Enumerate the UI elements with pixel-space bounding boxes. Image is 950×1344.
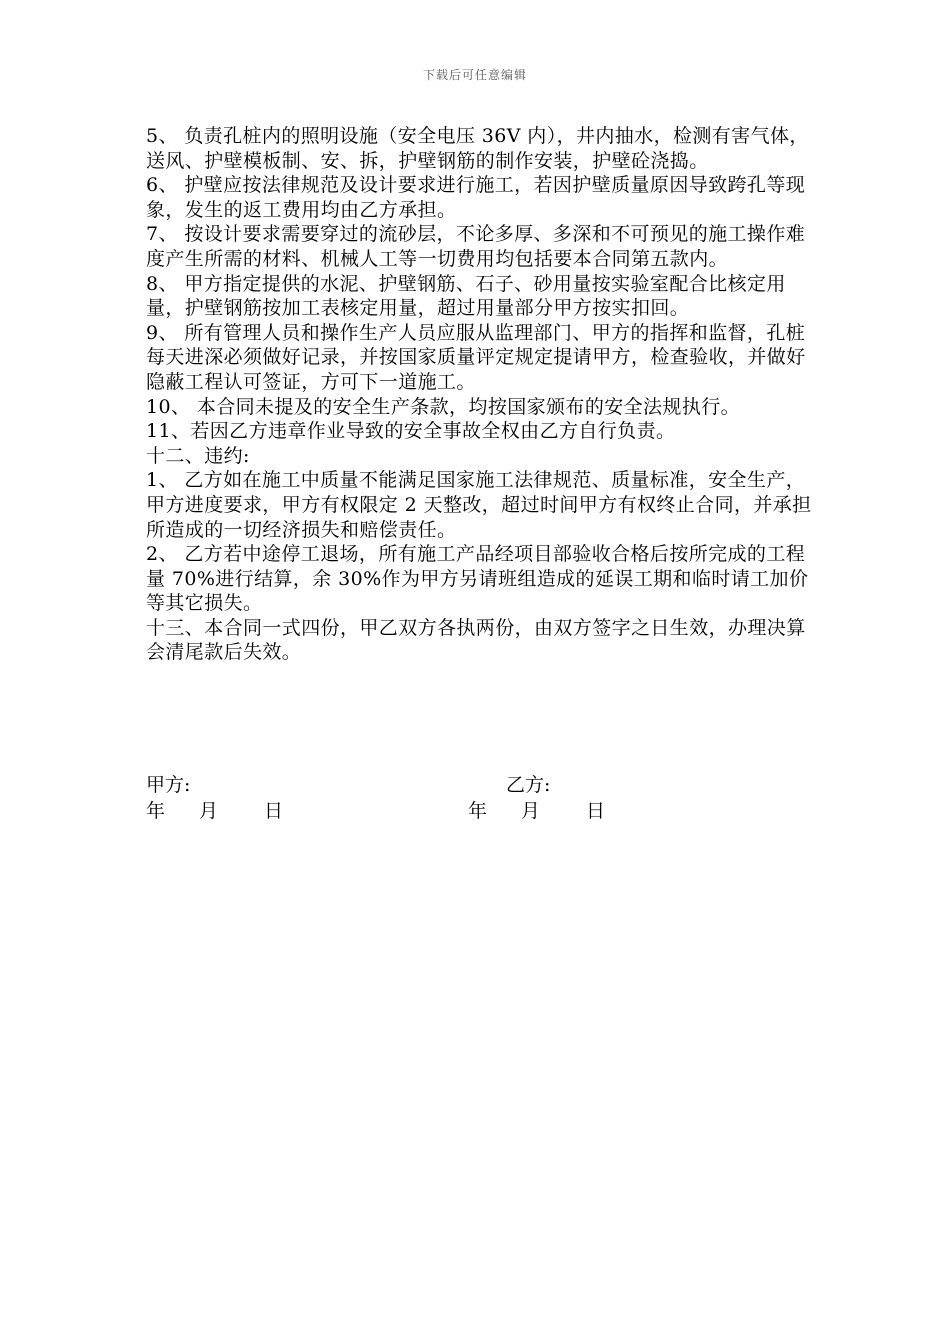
party-a-date-day: 日 [264,800,284,822]
clause-10: 10、 本合同未提及的安全生产条款，均按国家颁布的安全法规执行。 [146,395,741,418]
section-12-heading: 十二、违约: [146,444,250,467]
party-a-date-year: 年 [146,800,166,822]
party-a-date [146,798,283,824]
clause-6: 6、 护壁应按法律规范及设计要求进行施工，若因护壁质量原因导致跨孔等现象，发生的返工费用均由乙方承担。 [146,174,806,221]
clause-9: 9、 所有管理人员和操作生产人员应服从监理部门、甲方的指挥和监督，孔桩每天进深必须做好记录，并按国家质量评定规定提请甲方，检查验收，并做好隐蔽工程认可签证，方可下一道施工。 [146,321,806,393]
contract-body [146,124,818,665]
signature-block [146,772,818,824]
clause-5: 5、 负责孔桩内的照明设施（安全电压 36V 内），井内抽水，检测有害气体，送风、护壁模板制、安、拆，护壁钢筋的制作安装，护壁砼浇捣。 [146,125,809,172]
party-b-date-month: 月 [521,800,541,822]
section-13-clause: 十三、本合同一式四份，甲乙双方各执两份，由双方签字之日生效，办理决算会清尾款后失效。 [146,616,806,664]
signature-date-row [146,798,818,824]
breach-clause-2: 2、 乙方若中途停工退场，所有施工产品经项目部验收合格后按所完成的工程量 70%进行结算，余 30%作为甲方另请班组造成的延误工期和临时请工加价等其它损失。 [146,543,809,615]
page-header-note: 下载后可任意编辑 [422,68,527,82]
clause-8: 8、 甲方指定提供的水泥、护壁钢筋、石子、砂用量按实验室配合比核定用量，护壁钢筋按加工表核定用量，超过用量部分甲方按实扣回。 [146,272,786,320]
clause-7: 7、 按设计要求需要穿过的流砂层，不论多厚、多深和不可预见的施工操作难度产生所需的材料、机械人工等一切费用均包括要本合同第五款内。 [146,223,806,270]
party-b-date [468,798,605,824]
party-b-date-day: 日 [586,800,606,822]
party-b-date-year: 年 [468,800,488,822]
party-a-date-month: 月 [199,800,219,822]
party-b-label: 乙方: [506,774,551,796]
clause-11: 11、若因乙方违章作业导致的安全事故全权由乙方自行负责。 [146,420,676,443]
breach-clause-1: 1、 乙方如在施工中质量不能满足国家施工法律规范、质量标准，安全生产，甲方进度要求，甲方有权限定 2 天整改，超过时间甲方有权终止合同，并承担所造成的一切经济损失和赔偿责任。 [146,469,812,541]
party-a-label: 甲方: [146,774,191,796]
signature-party-row [146,772,818,798]
